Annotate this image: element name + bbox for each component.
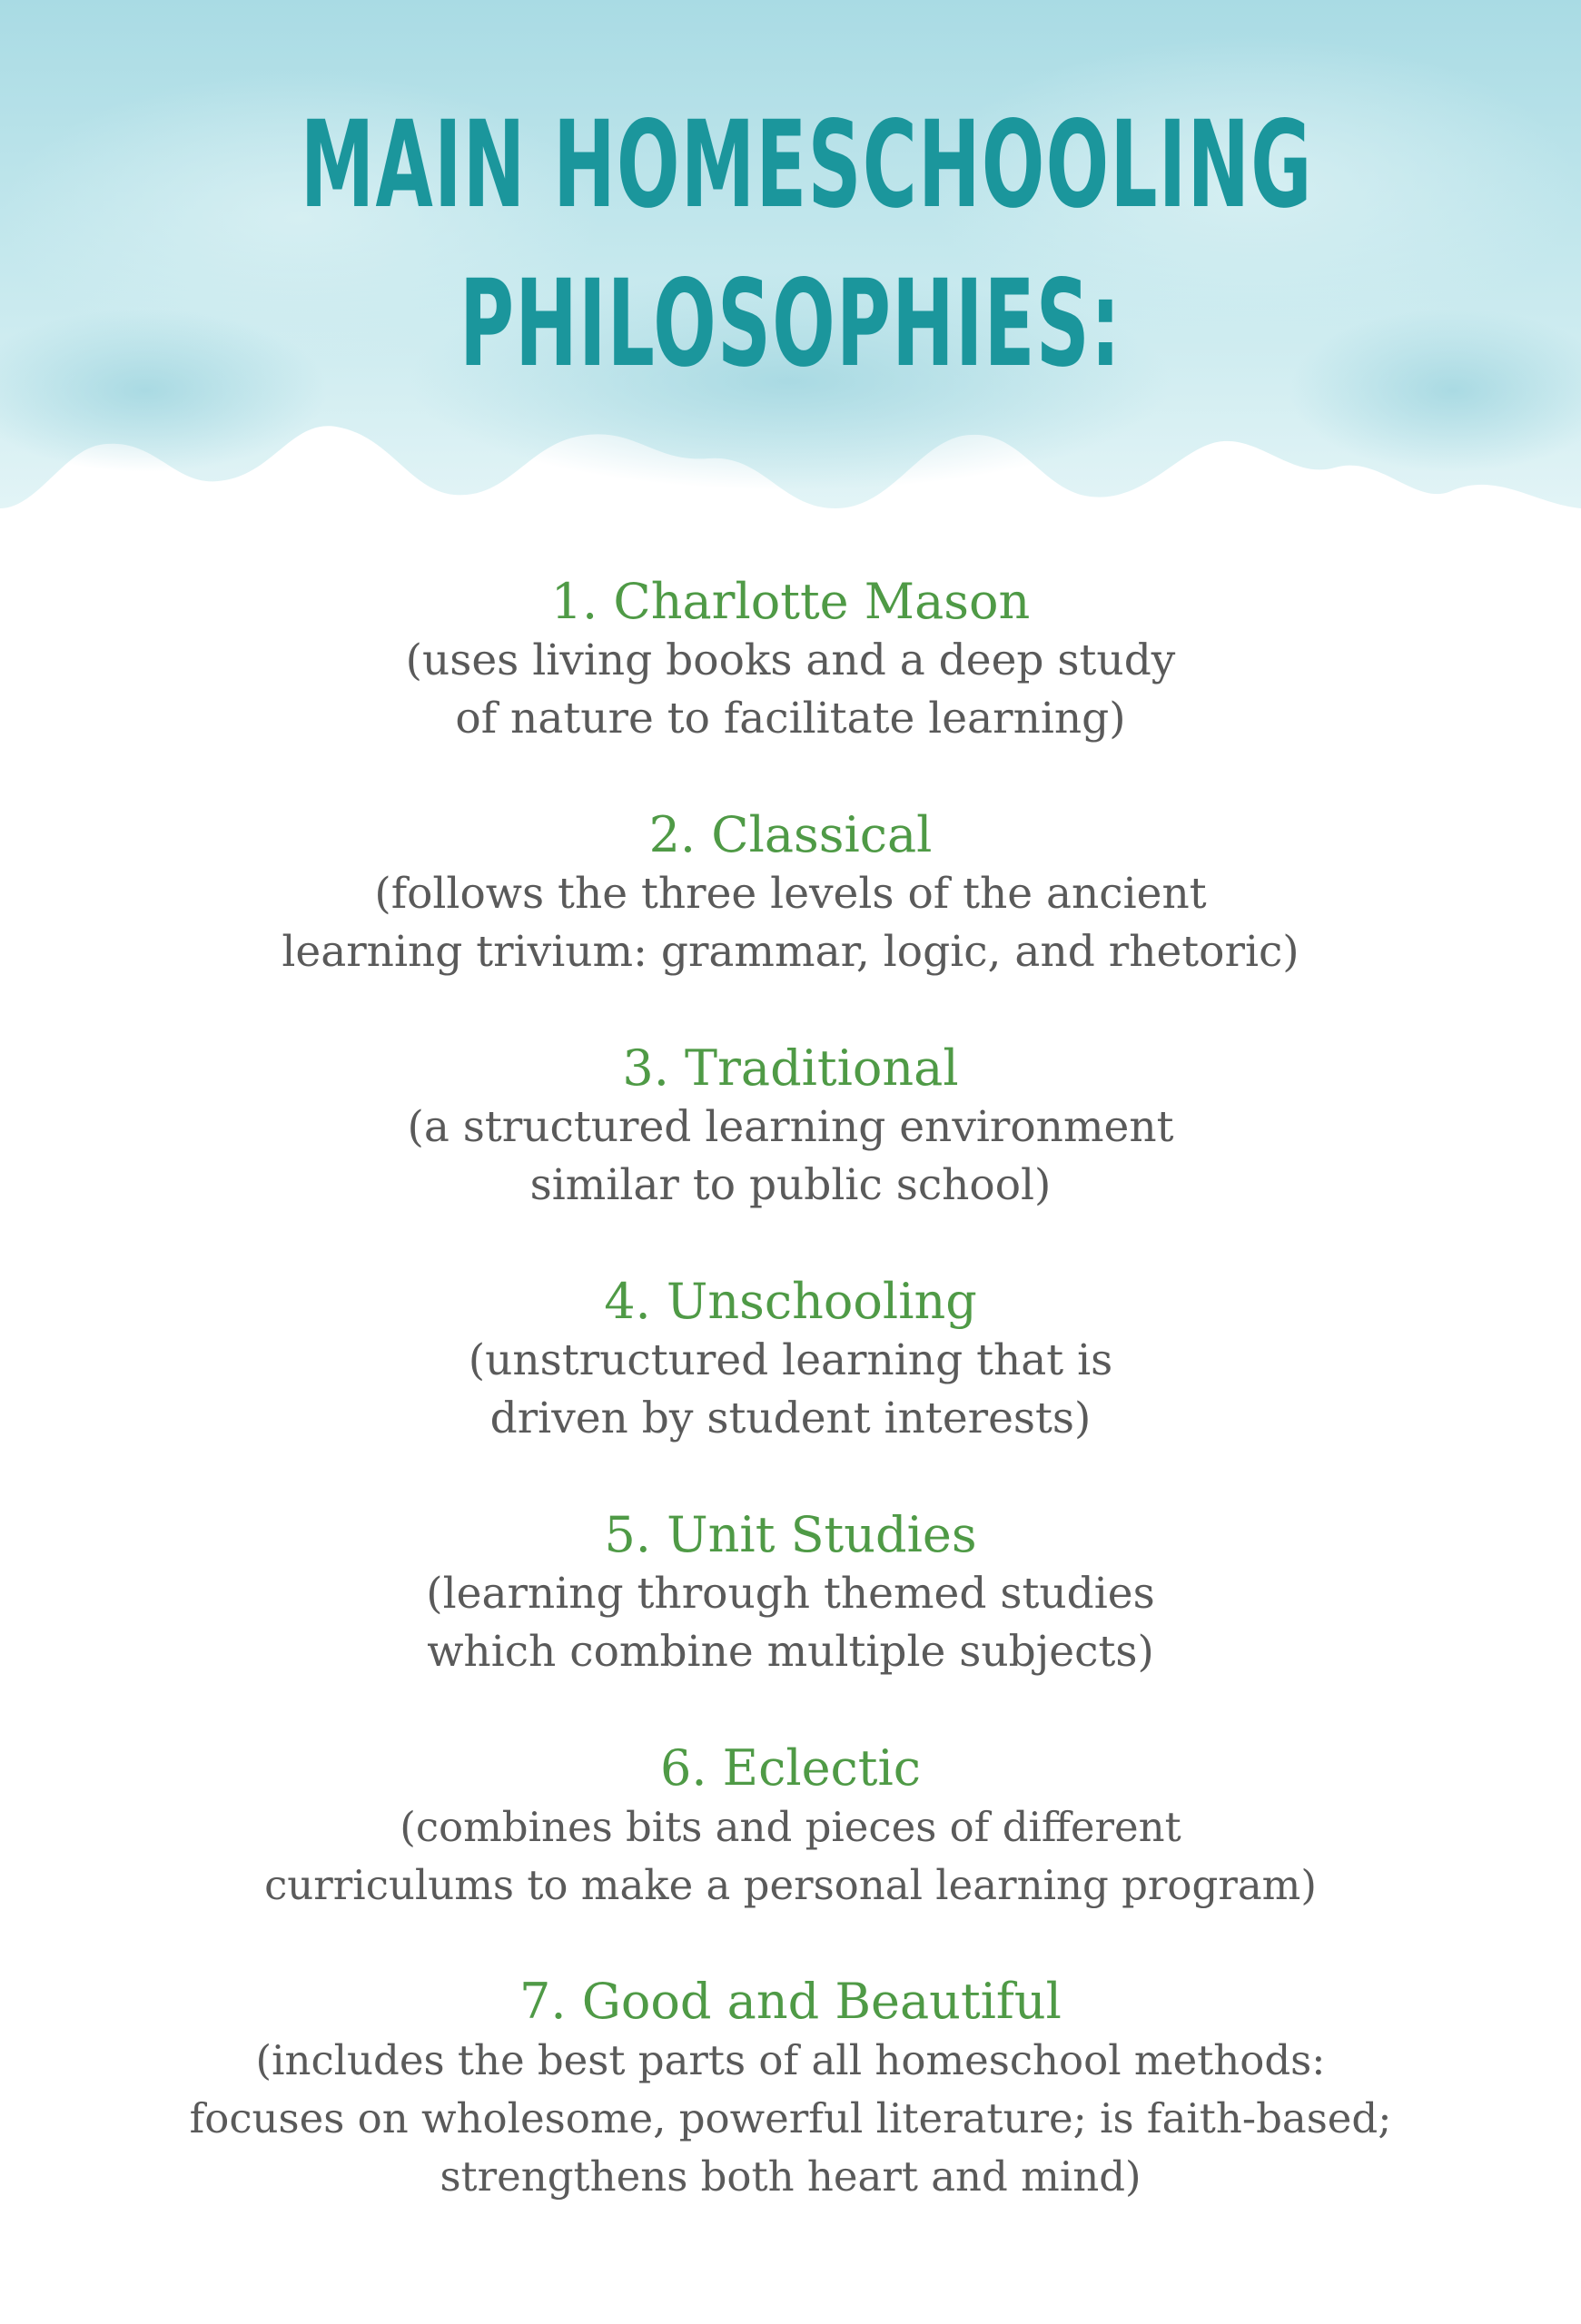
item-description: (follows the three levels of the ancient learning trivium: grammar, logic, and rhetoric) <box>282 869 1299 977</box>
list-item <box>0 572 1581 805</box>
list-item <box>0 1039 1581 1272</box>
item-title: 2. Classical <box>648 806 933 863</box>
list-item <box>0 1972 1581 2205</box>
title-line-2: PHILOSOPHIES: <box>459 254 1122 394</box>
item-title: 6. Eclectic <box>659 1739 922 1797</box>
item-description: (includes the best parts of all homeschool methods: focuses on wholesome, powerful literature; is faith-based; strengthens both heart and mind) <box>189 2036 1392 2201</box>
item-title: 1. Charlotte Mason <box>550 573 1031 630</box>
item-description: (combines bits and pieces of different curriculums to make a personal learning program) <box>264 1803 1317 1909</box>
page-title <box>0 86 1581 404</box>
item-title: 5. Unit Studies <box>604 1506 977 1563</box>
list-item <box>0 1272 1581 1505</box>
item-description: (unstructured learning that is driven by student interests) <box>468 1335 1113 1443</box>
item-description: (uses living books and a deep study of nature to facilitate learning) <box>405 635 1176 743</box>
item-description: (a structured learning environment similar to public school) <box>407 1102 1174 1210</box>
philosophy-list <box>0 572 1581 2205</box>
item-title: 7. Good and Beautiful <box>519 1973 1062 2030</box>
list-item <box>0 805 1581 1039</box>
item-title: 4. Unschooling <box>604 1273 977 1330</box>
list-item <box>0 1505 1581 1738</box>
title-line-1: MAIN HOMESCHOOLING <box>300 95 1313 235</box>
item-title: 3. Traditional <box>622 1039 959 1097</box>
list-item <box>0 1738 1581 1972</box>
item-description: (learning through themed studies which combine multiple subjects) <box>426 1569 1155 1677</box>
